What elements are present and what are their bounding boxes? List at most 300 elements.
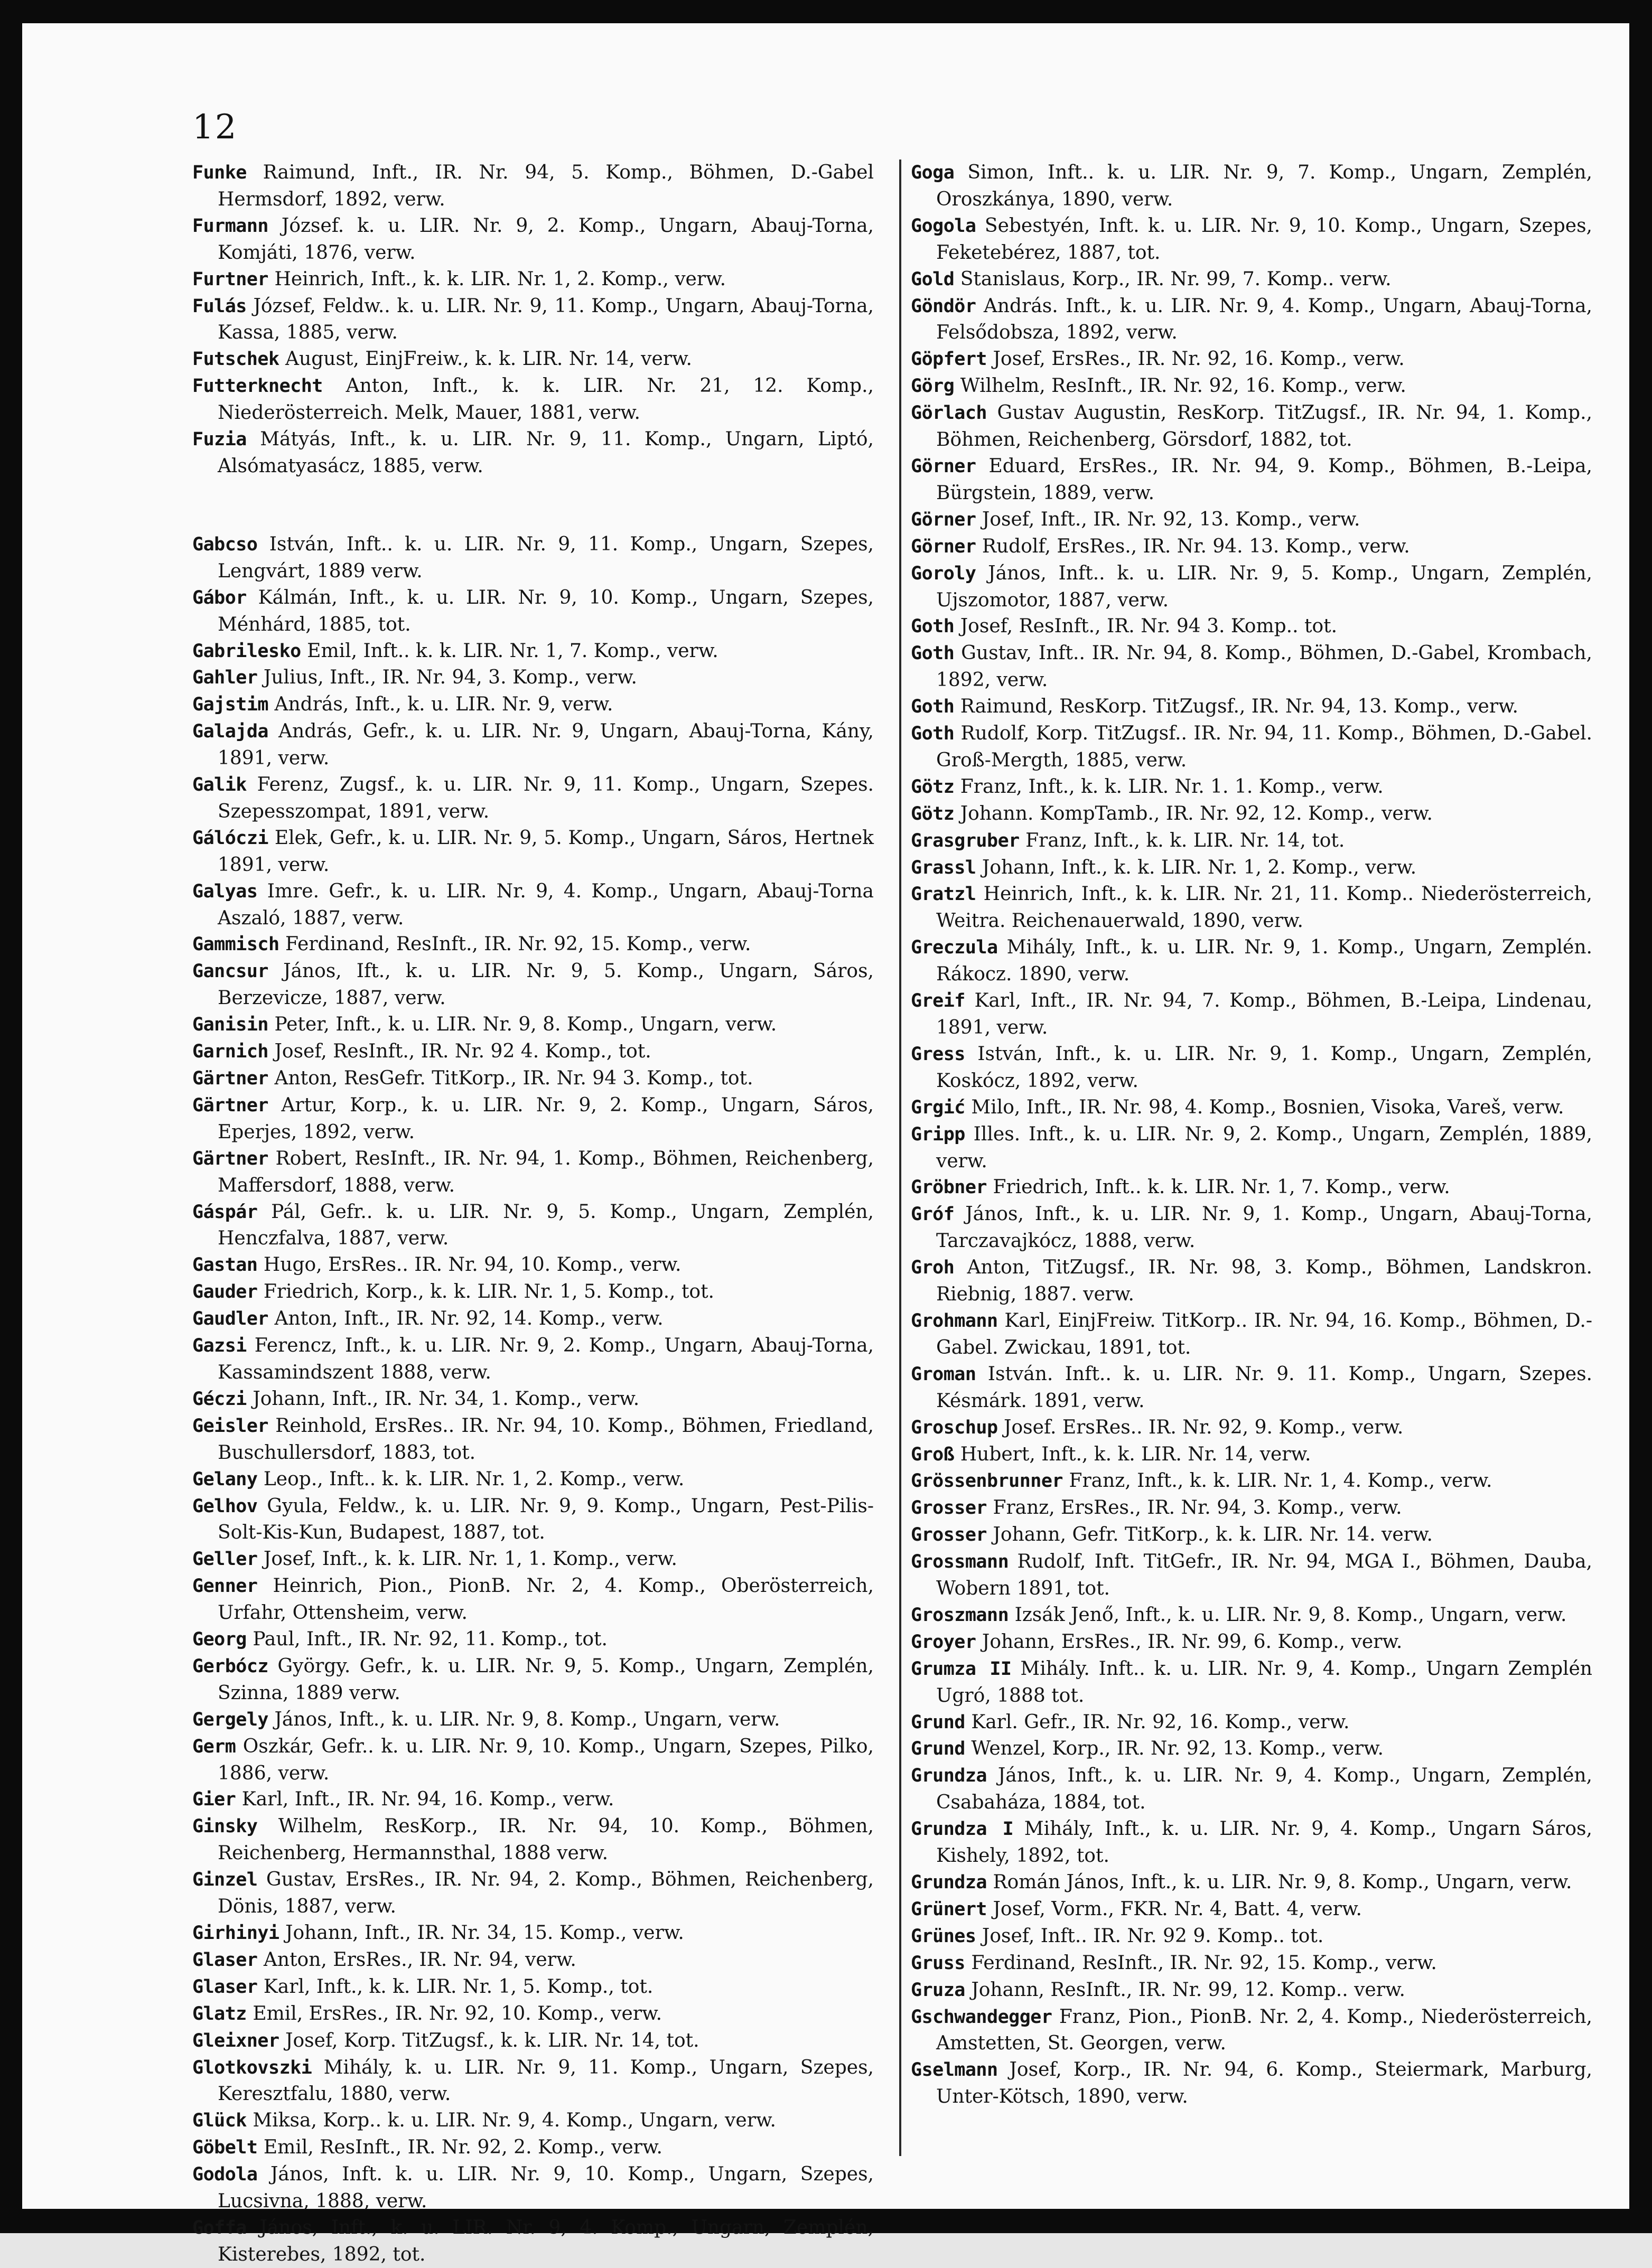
register-entry: [911, 1254, 1592, 1308]
entry-details: Eduard, ErsRes., IR. Nr. 94, 9. Komp., Böhmen, B.-Leipa, Bürgstein, 1889, verw.: [936, 455, 1592, 504]
entry-surname: Genner: [192, 1576, 258, 1597]
entry-details: Josef, Inft., IR. Nr. 92, 13. Komp., verw.: [982, 508, 1360, 530]
register-entry: [192, 1306, 874, 1333]
register-entry: [192, 958, 874, 1011]
entry-surname: Gärtner: [192, 1068, 269, 1089]
column-divider: [899, 160, 901, 2156]
entry-details: Franz, Inft., k. k. LIR. Nr. 1. 1. Komp., verw.: [960, 775, 1384, 798]
register-entry: [911, 1977, 1592, 2004]
register-entry: [192, 878, 874, 932]
register-entry: [192, 772, 874, 825]
register-entry: [192, 373, 874, 426]
entry-surname: Grund: [911, 1738, 965, 1760]
register-entry: [911, 507, 1592, 533]
register-entry: [192, 1974, 874, 2001]
entry-details: Robert, ResInft., IR. Nr. 94, 1. Komp., Böhmen, Reichenberg, Maffersdorf, 1888, verw.: [218, 1147, 874, 1196]
entry-surname: Goth: [911, 616, 955, 638]
entry-details: Anton, ErsRes., IR. Nr. 94, verw.: [263, 1948, 576, 1971]
register-entry: [911, 1414, 1592, 1441]
register-entry: [911, 1441, 1592, 1468]
entry-surname: Groszmann: [911, 1604, 1009, 1626]
register-entry: [911, 1094, 1592, 1121]
entry-surname: Ginzel: [192, 1869, 258, 1891]
register-entry: [911, 613, 1592, 640]
entry-surname: Gelhov: [192, 1495, 258, 1517]
entry-details: Emil, Inft.. k. k. LIR. Nr. 1, 7. Komp., verw.: [307, 640, 718, 662]
register-entry: [911, 1308, 1592, 1361]
register-entry: [911, 934, 1592, 988]
entry-surname: Goga: [911, 162, 955, 183]
entry-details: Josef, ErsRes., IR. Nr. 92, 16. Komp., verw.: [993, 348, 1405, 370]
entry-details: Mihály, k. u. LIR. Nr. 9, 11. Komp., Ungarn, Szepes, Keresztfalu, 1880, verw.: [218, 2056, 874, 2105]
register-entry: [911, 693, 1592, 720]
entry-details: Ferdinand, ResInft., IR. Nr. 92, 15. Komp., verw.: [285, 933, 751, 955]
entry-details: Anton, TitZugsf., IR. Nr. 98, 3. Komp., Böhmen, Landskron. Riebnig, 1887. verw.: [936, 1257, 1592, 1306]
entry-surname: Grünert: [911, 1898, 987, 1920]
register-entry: [192, 531, 874, 585]
entry-surname: Goroly: [911, 563, 976, 584]
register-entry: [192, 1653, 874, 1707]
entry-details: Mihály. Inft.. k. u. LIR. Nr. 9, 4. Komp., Ungarn Zemplén Ugró, 1888 tot.: [936, 1657, 1592, 1707]
register-entry: [911, 2004, 1592, 2057]
register-entry: [192, 825, 874, 878]
register-entry: [192, 1573, 874, 1626]
entry-surname: Gröbner: [911, 1177, 987, 1198]
register-entry: [192, 2215, 874, 2268]
register-entry: [911, 1763, 1592, 1816]
register-entry: [911, 266, 1592, 293]
entry-surname: Gleixner: [192, 2030, 279, 2051]
entry-surname: Görner: [911, 536, 976, 557]
register-entry: [192, 1146, 874, 1199]
entry-details: András, Inft., k. u. LIR. Nr. 9, verw.: [274, 693, 613, 716]
entry-details: Heinrich, Inft., k. k. LIR. Nr. 21, 11. Komp.. Niederösterreich, Weitra. Reichenauerwald, 1890, verw.: [936, 883, 1592, 932]
register-entry: [192, 585, 874, 638]
document-page: [22, 23, 1629, 2265]
register-entry: [911, 1201, 1592, 1254]
entry-details: Pál, Gefr.. k. u. LIR. Nr. 9, 5. Komp., Ungarn, Zemplén, Henczfalva, 1887, verw.: [218, 1201, 874, 1250]
entry-details: András. Inft., k. u. LIR. Nr. 9, 4. Komp., Ungarn, Abauj-Torna, Felsődobsza, 1892, verw.: [936, 295, 1592, 344]
entry-details: János, Inft., k. u. LIR. Nr. 9, 1. Komp., Ungarn, Abauj-Torna, Tarczavajkócz, 1888, verw.: [936, 1203, 1592, 1252]
register-entry: [192, 1038, 874, 1065]
register-entry: [192, 718, 874, 772]
entry-details: János, Inft., k. u. LIR. Nr. 9, 4. Komp., Ungarn, Zemplén, Kisterebes, 1892, tot.: [218, 2216, 874, 2265]
register-entry: [911, 213, 1592, 266]
entry-details: István, Inft., k. u. LIR. Nr. 9, 1. Komp., Ungarn, Zemplén, Koskócz, 1892, verw.: [936, 1043, 1592, 1092]
entry-surname: Gáspár: [192, 1201, 258, 1223]
entry-surname: Goth: [911, 723, 955, 745]
entry-surname: Grundza: [911, 1765, 987, 1787]
register-entry: [911, 1896, 1592, 1923]
entry-details: Anton, ResGefr. TitKorp., IR. Nr. 94 3. Komp., tot.: [274, 1067, 753, 1089]
register-entry: [911, 1495, 1592, 1522]
entry-details: István. Inft.. k. u. LIR. Nr. 9. 11. Komp., Ungarn, Szepes. Késmárk. 1891, verw.: [936, 1363, 1592, 1412]
entry-details: Rudolf, Inft. TitGefr., IR. Nr. 94, MGA I., Böhmen, Dauba, Wobern 1891, tot.: [936, 1551, 1592, 1600]
register-entry: [192, 2161, 874, 2215]
entry-surname: Futterknecht: [192, 376, 323, 397]
entry-details: Friedrich, Korp., k. k. LIR. Nr. 1, 5. Komp., tot.: [263, 1281, 714, 1303]
register-entry: [192, 1065, 874, 1092]
entry-surname: Galik: [192, 774, 247, 796]
register-entry: [911, 855, 1592, 882]
register-entry: [192, 1493, 874, 1547]
entry-details: Elek, Gefr., k. u. LIR. Nr. 9, 5. Komp., Ungarn, Sáros, Hertnek 1891, verw.: [218, 827, 874, 876]
entry-surname: Gróf: [911, 1204, 955, 1225]
register-entry: [911, 1522, 1592, 1549]
register-entry: [911, 1121, 1592, 1175]
entry-details: Anton, Inft., IR. Nr. 92, 14. Komp., verw.: [274, 1308, 664, 1330]
entry-surname: Grohmann: [911, 1310, 998, 1332]
entry-surname: Glück: [192, 2110, 247, 2132]
entry-surname: Ginsky: [192, 1816, 258, 1838]
entry-details: Peter, Inft., k. u. LIR. Nr. 9, 8. Komp., Ungarn, verw.: [274, 1014, 777, 1036]
entry-details: Karl, Inft., k. k. LIR. Nr. 1, 5. Komp., tot.: [263, 1975, 654, 1998]
entry-surname: Göpfert: [911, 349, 987, 370]
register-entry: [911, 1709, 1592, 1736]
register-entry: [192, 931, 874, 958]
entry-details: Heinrich, Inft., k. k. LIR. Nr. 1, 2. Komp., verw.: [274, 268, 726, 290]
entry-details: János, Ift., k. u. LIR. Nr. 9, 5. Komp., Ungarn, Sáros, Berzevicze, 1887, verw.: [218, 960, 874, 1009]
register-entry: [192, 1011, 874, 1038]
entry-details: Wilhelm, ResKorp., IR. Nr. 94, 10. Komp., Böhmen, Reichenberg, Hermannsthal, 1888 verw.: [218, 1815, 874, 1864]
register-entry: [192, 1920, 874, 1947]
register-entry: [192, 1546, 874, 1573]
entry-surname: Grosser: [911, 1524, 987, 1546]
entry-surname: Gärtner: [192, 1148, 269, 1169]
entry-surname: Gaudler: [192, 1308, 269, 1330]
entry-details: Josef, ResInft., IR. Nr. 94 3. Komp.. tot.: [960, 615, 1338, 638]
entry-surname: Greczula: [911, 937, 998, 959]
page-number: 12: [192, 108, 238, 147]
entry-details: Mihály, Inft., k. u. LIR. Nr. 9, 4. Komp., Ungarn Sáros, Kishely, 1892, tot.: [936, 1818, 1592, 1867]
entry-surname: Gammisch: [192, 934, 279, 955]
entry-surname: Goth: [911, 696, 955, 718]
entry-surname: Georg: [192, 1629, 247, 1651]
entry-surname: Gálóczi: [192, 827, 269, 849]
entry-details: Franz, ErsRes., IR. Nr. 94, 3. Komp., verw.: [993, 1497, 1402, 1519]
entry-details: Oszkár, Gefr.. k. u. LIR. Nr. 9, 10. Komp., Ungarn, Szepes, Pilko, 1886, verw.: [218, 1735, 874, 1784]
entry-details: Imre. Gefr., k. u. LIR. Nr. 9, 4. Komp., Ungarn, Abauj-Torna Aszaló, 1887, verw.: [218, 880, 874, 929]
entry-surname: Gauder: [192, 1281, 258, 1303]
register-entry: [192, 160, 874, 213]
entry-details: Milo, Inft., IR. Nr. 98, 4. Komp., Bosnien, Visoka, Vareš, verw.: [971, 1096, 1564, 1118]
entry-surname: Goffa: [192, 2217, 247, 2238]
entry-surname: Gschwandegger: [911, 2006, 1052, 2028]
entry-surname: Görner: [911, 509, 976, 530]
entry-surname: Gelany: [192, 1468, 258, 1490]
register-entry: [911, 400, 1592, 453]
entry-surname: Groyer: [911, 1631, 976, 1653]
entry-details: Franz, Pion., PionB. Nr. 2, 4. Komp., Niederösterreich, Amstetten, St. Georgen, verw.: [936, 2005, 1592, 2055]
entry-details: János, Inft.. k. u. LIR. Nr. 9, 5. Komp., Ungarn, Zemplén, Ujszomotor, 1887, verw.: [936, 562, 1592, 611]
entry-surname: Göbelt: [192, 2137, 258, 2159]
entry-surname: Groschup: [911, 1417, 998, 1438]
entry-details: Román János, Inft., k. u. LIR. Nr. 9, 8. Komp., Ungarn, verw.: [993, 1871, 1572, 1893]
register-entry: [192, 1333, 874, 1386]
entry-details: Gyula, Feldw., k. u. LIR. Nr. 9, 9. Komp., Ungarn, Pest-Pilis-Solt-Kis-Kun, Budapest, 1887, tot.: [218, 1495, 874, 1544]
entry-details: August, EinjFreiw., k. k. LIR. Nr. 14, verw.: [285, 348, 692, 370]
register-entry: [911, 828, 1592, 855]
register-entry: [192, 293, 874, 346]
entry-surname: Gress: [911, 1043, 965, 1065]
entry-surname: Geisler: [192, 1415, 269, 1437]
register-entry: [911, 1629, 1592, 1656]
entry-surname: Gábor: [192, 587, 247, 608]
entry-details: Johann, Inft., IR. Nr. 34, 1. Komp., verw.: [253, 1388, 640, 1410]
entry-surname: Grundza: [911, 1872, 987, 1893]
register-entry: [192, 213, 874, 266]
register-entry: [192, 2001, 874, 2028]
register-entry: [911, 2057, 1592, 2110]
entry-details: Emil, ResInft., IR. Nr. 92, 2. Komp., verw.: [263, 2136, 662, 2159]
register-entry: [192, 346, 874, 373]
entry-details: Kálmán, Inft., k. u. LIR. Nr. 9, 10. Komp., Ungarn, Szepes, Ménhárd, 1885, tot.: [218, 586, 874, 635]
register-entry: [192, 2107, 874, 2134]
entry-surname: Grumza II: [911, 1658, 1012, 1680]
entry-details: Julius, Inft., IR. Nr. 94, 3. Komp., verw.: [263, 667, 637, 689]
entry-details: Johann, ErsRes., IR. Nr. 99, 6. Komp., verw.: [982, 1630, 1403, 1653]
register-entry: [911, 1602, 1592, 1629]
entry-surname: Götz: [911, 776, 955, 798]
entry-surname: Grundza I: [911, 1819, 1014, 1840]
entry-surname: Grassl: [911, 857, 976, 878]
entry-surname: Funke: [192, 162, 247, 183]
entry-details: János, Inft., k. u. LIR. Nr. 9, 8. Komp., Ungarn, verw.: [274, 1708, 780, 1730]
entry-details: Johann. KompTamb., IR. Nr. 92, 12. Komp., verw.: [960, 802, 1433, 824]
register-entry: [911, 1869, 1592, 1896]
register-entry: [911, 373, 1592, 400]
entry-details: Josef, Korp. TitZugsf., k. k. LIR. Nr. 14, tot.: [285, 2029, 699, 2051]
register-entry: [911, 533, 1592, 560]
entry-details: Franz, Inft., k. k. LIR. Nr. 1, 4. Komp., verw.: [1069, 1470, 1492, 1492]
entry-surname: Glaser: [192, 1949, 258, 1971]
entry-details: János, Inft. k. u. LIR. Nr. 9, 10. Komp., Ungarn, Szepes, Lucsivna, 1888, verw.: [218, 2163, 874, 2213]
entry-details: Johann, Inft., k. k. LIR. Nr. 1, 2. Komp., verw.: [982, 856, 1417, 878]
entry-details: Ferdinand, ResInft., IR. Nr. 92, 15. Komp., verw.: [971, 1952, 1437, 1974]
entry-details: Miksa, Korp.. k. u. LIR. Nr. 9, 4. Komp., Ungarn, verw.: [253, 2110, 776, 2132]
entry-surname: Görner: [911, 455, 976, 477]
entry-surname: Furtner: [192, 268, 269, 290]
register-entry: [911, 1736, 1592, 1763]
entry-details: Josef, ResInft., IR. Nr. 92 4. Komp., tot.: [274, 1041, 651, 1063]
entry-surname: Groß: [911, 1444, 955, 1465]
entry-details: Raimund, ResKorp. TitZugsf., IR. Nr. 94, 13. Komp., verw.: [960, 696, 1519, 718]
entry-details: Rudolf, Korp. TitZugsf.. IR. Nr. 94, 11. Komp., Böhmen, D.-Gabel. Groß-Mergth, 1885, verw.: [936, 723, 1592, 771]
entry-details: Mihály, Inft., k. u. LIR. Nr. 9, 1. Komp., Ungarn, Zemplén. Rákocz. 1890, verw.: [936, 936, 1592, 986]
entry-surname: Götz: [911, 803, 955, 824]
register-entry: [192, 1413, 874, 1466]
entry-details: Paul, Inft., IR. Nr. 92, 11. Komp., tot.: [253, 1628, 608, 1651]
register-entry: [911, 720, 1592, 774]
entry-surname: Göndör: [911, 295, 976, 317]
entry-surname: Gruss: [911, 1952, 965, 1974]
entry-details: Gustav, Inft.. IR. Nr. 94, 8. Komp., Böhmen, D.-Gabel, Krombach, 1892, verw.: [936, 642, 1592, 691]
entry-surname: Gazsi: [192, 1335, 247, 1357]
entry-surname: Géczi: [192, 1388, 247, 1410]
entry-surname: Gripp: [911, 1123, 965, 1145]
entry-details: Ferenz, Zugsf., k. u. LIR. Nr. 9, 11. Komp., Ungarn, Szepes. Szepesszompat, 1891, verw.: [218, 774, 874, 822]
entry-surname: Görg: [911, 376, 955, 397]
entry-surname: Glaser: [192, 1976, 258, 1998]
register-entry: [911, 453, 1592, 507]
register-entry: [192, 1867, 874, 1920]
register-entry: [192, 1279, 874, 1306]
entry-details: Gustav, ErsRes., IR. Nr. 94, 2. Komp., Böhmen, Reichenberg, Dönis, 1887, verw.: [218, 1869, 874, 1918]
entry-surname: Galajda: [192, 721, 269, 743]
entry-surname: Gahler: [192, 667, 258, 689]
register-entry: [192, 1386, 874, 1413]
entry-surname: Greif: [911, 990, 965, 1012]
entry-surname: Gärtner: [192, 1094, 269, 1116]
register-entry: [911, 293, 1592, 346]
register-entry: [192, 1252, 874, 1279]
register-entry: [192, 2028, 874, 2055]
register-entry: [911, 1923, 1592, 1950]
entry-surname: Grosser: [911, 1497, 987, 1519]
entry-details: Anton, Inft., k. k. LIR. Nr. 21, 12. Komp., Niederösterreich. Melk, Mauer, 1881, verw.: [218, 375, 874, 424]
entry-details: Gustav Augustin, ResKorp. TitZugsf., IR. Nr. 94, 1. Komp., Böhmen, Reichenberg, Görsdorf, 1882, tot.: [936, 402, 1592, 451]
entry-details: Raimund, Inft., IR. Nr. 94, 5. Komp., Böhmen, D.-Gabel Hermsdorf, 1892, verw.: [218, 162, 874, 210]
entry-details: György. Gefr., k. u. LIR. Nr. 9, 5. Komp., Ungarn, Zemplén, Szinna, 1889 verw.: [218, 1655, 874, 1704]
entry-surname: Galyas: [192, 880, 258, 902]
entry-surname: Gastan: [192, 1254, 258, 1276]
entry-details: Johann, Gefr. TitKorp., k. k. LIR. Nr. 14. verw.: [993, 1524, 1433, 1546]
entry-details: József, Feldw.. k. u. LIR. Nr. 9, 11. Komp., Ungarn, Abauj-Torna, Kassa, 1885, verw.: [218, 295, 874, 344]
register-entry: [911, 1656, 1592, 1709]
register-entry: [192, 2055, 874, 2108]
register-entry: [192, 1626, 874, 1653]
entry-details: Johann, Inft., IR. Nr. 34, 15. Komp., verw.: [285, 1922, 684, 1944]
register-entry: [192, 1813, 874, 1867]
entry-details: János, Inft., k. u. LIR. Nr. 9, 4. Komp., Ungarn, Zemplén, Csabaháza, 1884, tot.: [936, 1765, 1592, 1814]
entry-details: Karl, EinjFreiw. TitKorp.. IR. Nr. 94, 16. Komp., Böhmen, D.-Gabel. Zwickau, 1891, tot.: [936, 1309, 1592, 1358]
register-entry: [192, 426, 874, 480]
entry-surname: Groh: [911, 1257, 955, 1279]
register-entry: [911, 774, 1592, 801]
entry-surname: Grgić: [911, 1096, 965, 1118]
entry-details: András, Gefr., k. u. LIR. Nr. 9, Ungarn, Abauj-Torna, Kány, 1891, verw.: [218, 720, 874, 770]
entry-details: Sebestyén, Inft. k. u. LIR. Nr. 9, 10. Komp., Ungarn, Szepes, Feketebérez, 1887, tot.: [936, 214, 1592, 264]
register-entry: [911, 160, 1592, 213]
entry-surname: Gier: [192, 1789, 236, 1811]
entry-surname: Ganisin: [192, 1014, 269, 1036]
entry-surname: Grössenbrunner: [911, 1470, 1063, 1492]
entry-surname: Glotkovszki: [192, 2057, 312, 2078]
register-entry: [192, 2134, 874, 2161]
left-column: [192, 160, 874, 2268]
entry-surname: Gabrilesko: [192, 640, 301, 662]
entry-surname: Gold: [911, 268, 955, 290]
register-entry: [192, 1786, 874, 1813]
entry-details: Stanislaus, Korp., IR. Nr. 99, 7. Komp.. verw.: [960, 268, 1392, 290]
entry-details: Josef, Inft.. IR. Nr. 92 9. Komp.. tot.: [982, 1925, 1324, 1947]
entry-surname: Groman: [911, 1363, 976, 1385]
entry-details: Friedrich, Inft.. k. k. LIR. Nr. 1, 7. Komp., verw.: [993, 1176, 1450, 1198]
entry-surname: Gratzl: [911, 884, 976, 905]
entry-details: Reinhold, ErsRes.. IR. Nr. 94, 10. Komp., Böhmen, Friedland, Buschullersdorf, 1883, tot.: [218, 1414, 874, 1464]
entry-surname: Girhinyi: [192, 1923, 279, 1944]
entry-details: Ferencz, Inft., k. u. LIR. Nr. 9, 2. Komp., Ungarn, Abauj-Torna, Kassamindszent 1888, verw.: [218, 1335, 874, 1383]
register-entry: [911, 1468, 1592, 1495]
entry-surname: Gruza: [911, 1979, 965, 2001]
entry-details: Izsák Jenő, Inft., k. u. LIR. Nr. 9, 8. Komp., Ungarn, verw.: [1014, 1604, 1567, 1626]
entry-surname: Futschek: [192, 349, 279, 370]
entry-details: Heinrich, Pion., PionB. Nr. 2, 4. Komp., Oberösterreich, Urfahr, Ottensheim, verw.: [218, 1575, 874, 1624]
entry-details: Rudolf, ErsRes., IR. Nr. 94. 13. Komp., verw.: [982, 535, 1410, 557]
entry-details: Artur, Korp., k. u. LIR. Nr. 9, 2. Komp., Ungarn, Sáros, Eperjes, 1892, verw.: [218, 1094, 874, 1143]
register-entry: [911, 560, 1592, 614]
register-entry: [911, 1950, 1592, 1977]
entry-details: Wenzel, Korp., IR. Nr. 92, 13. Komp., verw.: [971, 1738, 1384, 1760]
entry-details: Josef, Korp., IR. Nr. 94, 6. Komp., Steiermark, Marburg, Unter-Kötsch, 1890, verw.: [936, 2059, 1592, 2108]
entry-surname: Gerbócz: [192, 1655, 269, 1677]
entry-details: Hugo, ErsRes.. IR. Nr. 94, 10. Komp., verw.: [263, 1254, 682, 1276]
entry-surname: Grund: [911, 1711, 965, 1733]
entry-surname: Grossmann: [911, 1551, 1009, 1573]
entry-details: Karl, Inft., IR. Nr. 94, 7. Komp., Böhmen, B.-Leipa, Lindenau, 1891, verw.: [936, 990, 1592, 1038]
entry-surname: Furmann: [192, 215, 269, 237]
entry-details: Simon, Inft.. k. u. LIR. Nr. 9, 7. Komp., Ungarn, Zemplén, Oroszkánya, 1890, verw.: [936, 162, 1592, 210]
register-entry: [192, 266, 874, 293]
section-gap: [192, 480, 874, 531]
entry-surname: Germ: [192, 1736, 236, 1757]
register-entry: [911, 801, 1592, 828]
entry-details: Johann, ResInft., IR. Nr. 99, 12. Komp.. verw.: [971, 1979, 1405, 2001]
entry-details: Mátyás, Inft., k. u. LIR. Nr. 9, 11. Komp., Ungarn, Liptó, Alsómatyasácz, 1885, verw.: [218, 428, 874, 477]
entry-surname: Gergely: [192, 1709, 269, 1730]
register-entry: [911, 881, 1592, 934]
entry-details: Josef. ErsRes.. IR. Nr. 92, 9. Komp., verw.: [1004, 1416, 1404, 1438]
entry-details: István, Inft.. k. u. LIR. Nr. 9, 11. Komp., Ungarn, Szepes, Lengvárt, 1889 verw.: [218, 533, 874, 582]
register-entry: [911, 346, 1592, 373]
entry-surname: Gabcso: [192, 533, 258, 555]
entry-details: Josef, Vorm., FKR. Nr. 4, Batt. 4, verw.: [993, 1898, 1362, 1920]
register-entry: [911, 640, 1592, 693]
entry-surname: Glatz: [192, 2003, 247, 2025]
entry-surname: Fuzia: [192, 429, 247, 451]
register-entry: [192, 664, 874, 691]
entry-surname: Geller: [192, 1549, 258, 1570]
register-entry: [192, 1199, 874, 1252]
register-entry: [911, 988, 1592, 1041]
entry-surname: Gogola: [911, 215, 976, 237]
entry-surname: Gselmann: [911, 2059, 998, 2081]
entry-surname: Godola: [192, 2164, 258, 2186]
entry-details: Illes. Inft., k. u. LIR. Nr. 9, 2. Komp., Ungarn, Zemplén, 1889, verw.: [936, 1123, 1593, 1172]
entry-surname: Goth: [911, 643, 955, 664]
register-entry: [911, 1174, 1592, 1201]
entry-details: Karl, Inft., IR. Nr. 94, 16. Komp., verw.: [241, 1788, 614, 1811]
entry-details: Wilhelm, ResInft., IR. Nr. 92, 16. Komp., verw.: [960, 375, 1406, 397]
entry-surname: Gajstim: [192, 694, 269, 716]
register-entry: [192, 1092, 874, 1146]
register-entry: [192, 1947, 874, 1974]
entry-details: József. k. u. LIR. Nr. 9, 2. Komp., Ungarn, Abauj-Torna, Komjáti, 1876, verw.: [218, 214, 874, 264]
entry-surname: Garnich: [192, 1041, 269, 1063]
entry-details: Karl. Gefr., IR. Nr. 92, 16. Komp., verw.: [971, 1711, 1350, 1733]
register-entry: [911, 1361, 1592, 1414]
entry-surname: Grünes: [911, 1925, 976, 1947]
entry-surname: Fulás: [192, 295, 247, 317]
entry-surname: Görlach: [911, 402, 987, 424]
entry-details: Franz, Inft., k. k. LIR. Nr. 14, tot.: [1025, 829, 1345, 851]
register-entry: [192, 1733, 874, 1787]
register-entry: [911, 1549, 1592, 1602]
register-entry: [192, 691, 874, 718]
entry-details: Josef, Inft., k. k. LIR. Nr. 1, 1. Komp., verw.: [263, 1548, 677, 1570]
entry-surname: Grasgruber: [911, 830, 1020, 851]
register-entry: [192, 1466, 874, 1493]
